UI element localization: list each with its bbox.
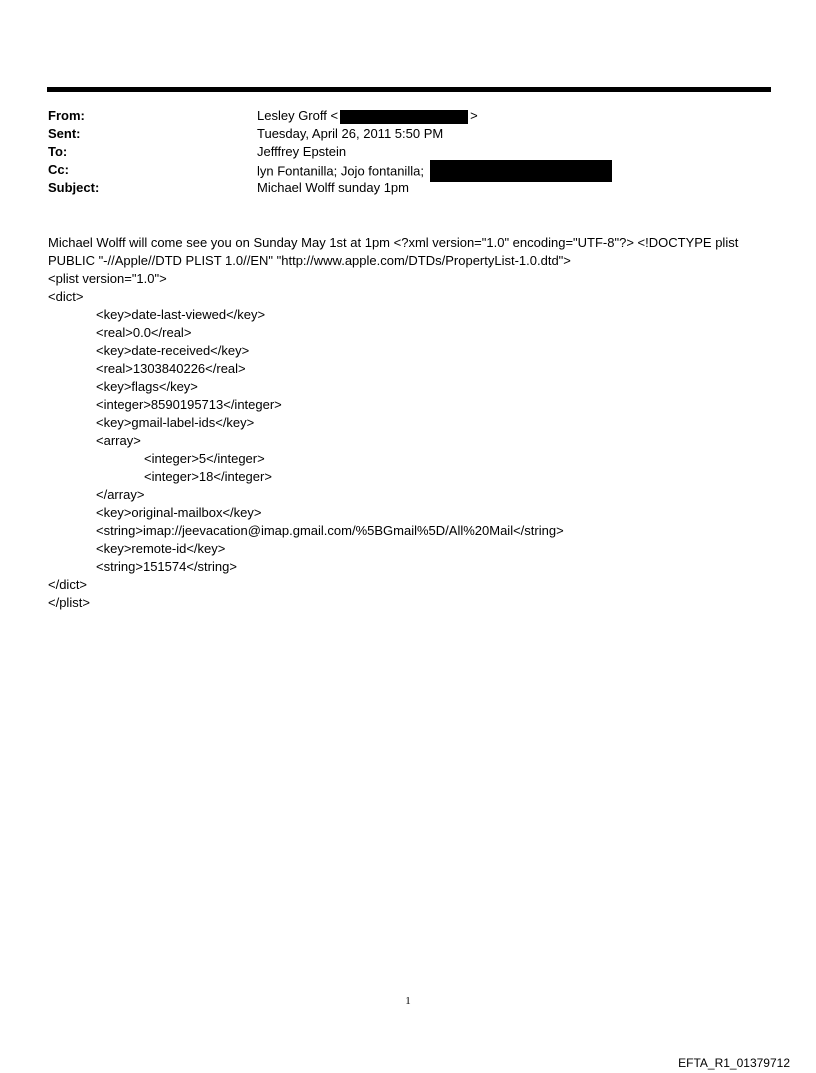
- plist-line: <integer>8590195713</integer>: [96, 397, 282, 412]
- plist-line: <dict>: [48, 289, 84, 304]
- plist-line: <key>flags</key>: [96, 379, 198, 394]
- to-label: To:: [48, 144, 68, 159]
- plist-line: <string>151574</string>: [96, 559, 237, 574]
- plist-line: <string>imap://jeevacation@imap.gmail.com/%5BGmail%5D/All%20Mail</string>: [96, 523, 564, 538]
- cc-names: lyn Fontanilla; Jojo fontanilla;: [257, 163, 428, 179]
- plist-line: <key>gmail-label-ids</key>: [96, 415, 255, 430]
- plist-line: </plist>: [48, 595, 90, 610]
- cc-label: Cc:: [48, 162, 69, 177]
- from-value: [257, 107, 478, 125]
- from-suffix: >: [470, 108, 478, 123]
- plist-line: </array>: [96, 487, 145, 502]
- document-id: EFTA_R1_01379712: [678, 1056, 790, 1070]
- subject-row: [48, 179, 748, 197]
- plist-line: <key>original-mailbox</key>: [96, 505, 262, 520]
- from-name: Lesley Groff <: [257, 108, 339, 123]
- plist-line: <real>1303840226</real>: [96, 361, 246, 376]
- redaction-box: [340, 110, 468, 124]
- subject-label: Subject:: [48, 180, 100, 195]
- plist-line: <integer>5</integer>: [144, 451, 265, 466]
- sent-row: [48, 125, 748, 143]
- sent-value: Tuesday, April 26, 2011 5:50 PM: [257, 126, 444, 141]
- plist-line: <plist version="1.0">: [48, 271, 167, 286]
- email-header: [48, 107, 748, 197]
- subject-value: Michael Wolff sunday 1pm: [257, 180, 409, 195]
- plist-line: <integer>18</integer>: [144, 469, 272, 484]
- email-body: [48, 234, 768, 612]
- plist-line: <key>remote-id</key>: [96, 541, 226, 556]
- to-value: Jefffrey Epstein: [257, 144, 347, 159]
- header-rule: [47, 87, 771, 92]
- plist-line: <array>: [96, 433, 141, 448]
- to-row: [48, 143, 748, 161]
- body-intro: Michael Wolff will come see you on Sunday May 1st at 1pm <?xml version="1.0" encoding="UTF-8"?> <!DOCTYPE plist PUBLIC "-//Apple//DTD PLIST 1.0//EN" "http://www.apple.com/DTDs/PropertyList-1.0.dtd">: [48, 235, 739, 268]
- page-number: 1: [405, 995, 411, 1007]
- plist-line: <key>date-received</key>: [96, 343, 250, 358]
- plist-line: </dict>: [48, 577, 88, 592]
- plist-line: <real>0.0</real>: [96, 325, 192, 340]
- cc-row: [48, 161, 748, 179]
- from-row: [48, 107, 748, 125]
- sent-label: Sent:: [48, 126, 81, 141]
- from-label: From:: [48, 108, 85, 123]
- plist-line: <key>date-last-viewed</key>: [96, 307, 266, 322]
